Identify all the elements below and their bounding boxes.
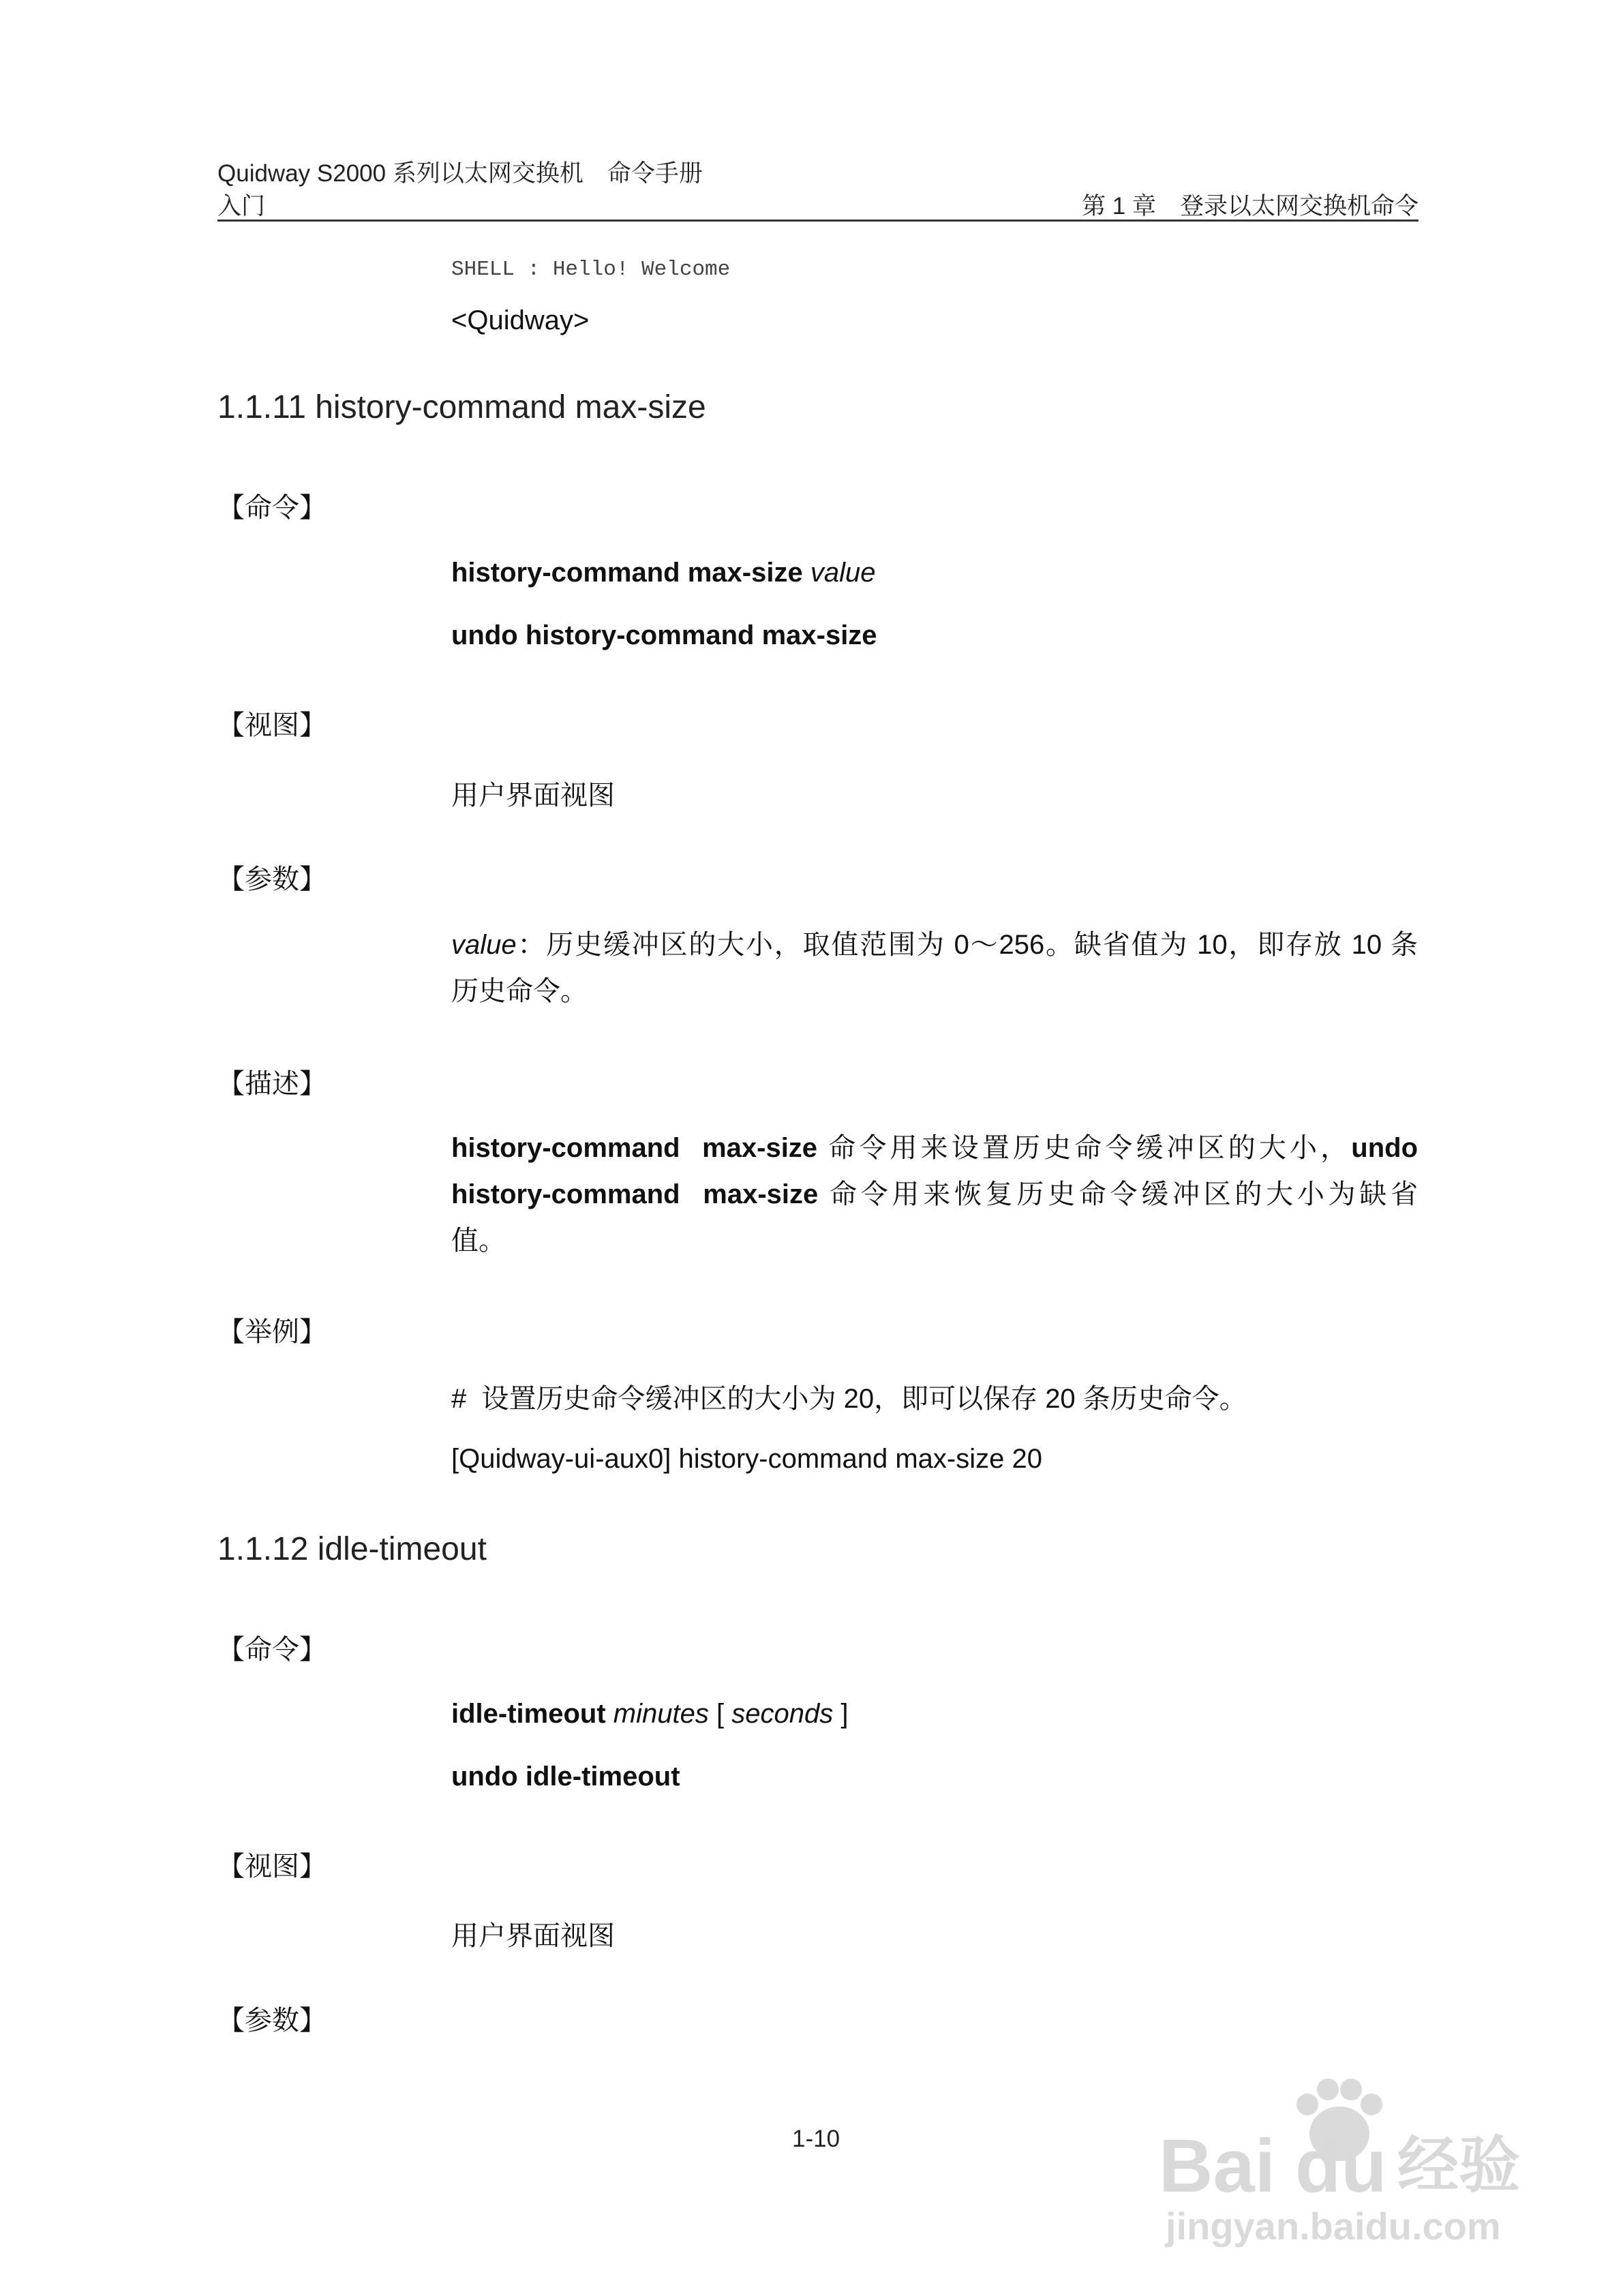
label-description: 【描述】 [217,1069,327,1099]
command-syntax-line [451,558,875,588]
command-param-minutes: minutes [613,1699,709,1729]
desc-text1: 命令用来设置历史命令缓冲区的大小， [828,1133,1352,1163]
description-text [451,1125,1418,1264]
baidu-jingyan-watermark [1152,2069,1561,2253]
section-heading-idle-timeout: 1.1.12 idle-timeout [217,1531,487,1567]
undo-command-keyword: undo history-command max-size [451,620,877,650]
command-param-seconds: seconds [731,1699,834,1729]
header-rule [217,220,1419,222]
label-view: 【视图】 [217,710,327,740]
page-number: 1-10 [792,2126,840,2152]
part-label: 入门 [217,193,266,220]
desc-text2: 命令用来恢复历史命令缓冲区的大小为缺省 [830,1179,1418,1209]
label-view-2: 【视图】 [217,1852,327,1882]
command-keyword-2: idle-timeout [451,1699,606,1729]
param-name: value [451,930,517,960]
shell-output-line: SHELL : Hello! Welcome [451,258,731,282]
param-desc-line1: ：历史缓冲区的大小，取值范围为 0～256。缺省值为 10，即存放 10 条 [516,930,1418,960]
param-description [451,922,1418,1014]
desc-undo: undo [1351,1133,1418,1163]
desc-undo-command: history-command max-size [451,1179,819,1209]
desc-command: history-command max-size [451,1133,818,1163]
command-param: value [810,558,876,588]
label-command: 【命令】 [217,493,327,523]
optional-close-bracket: ] [840,1699,849,1729]
logo-text-bai: Bai [1159,2124,1276,2208]
undo-command-line-2 [451,1762,680,1792]
label-params-2: 【参数】 [217,2006,327,2036]
undo-command-line [451,620,877,651]
example-command: [Quidway-ui-aux0] history-command max-size 20 [451,1444,1042,1474]
label-command-2: 【命令】 [217,1635,327,1665]
command-syntax-line-2 [451,1699,848,1729]
param-desc-line2: 历史命令。 [451,976,588,1006]
view-text-2: 用户界面视图 [451,1921,615,1951]
view-text: 用户界面视图 [451,781,615,811]
section-heading-history-command: 1.1.11 history-command max-size [217,389,706,425]
prompt-line: <Quidway> [451,305,590,335]
chapter-title: 第 1 章 登录以太网交换机命令 [1082,193,1419,220]
undo-command-keyword-2: undo idle-timeout [451,1762,680,1792]
book-title: Quidway S2000 系列以太网交换机 命令手册 [217,160,703,187]
logo-text-jingyan: 经验 [1397,2130,1520,2201]
watermark-url: jingyan.baidu.com [1166,2205,1501,2248]
label-example: 【举例】 [217,1317,327,1347]
label-params: 【参数】 [217,864,327,894]
optional-open-bracket: [ [716,1699,725,1729]
example-comment: # 设置历史命令缓冲区的大小为 20，即可以保存 20 条历史命令。 [451,1384,1247,1414]
logo-text-du: du [1295,2124,1387,2208]
command-keyword: history-command max-size [451,558,803,588]
desc-text3: 值。 [451,1226,506,1256]
